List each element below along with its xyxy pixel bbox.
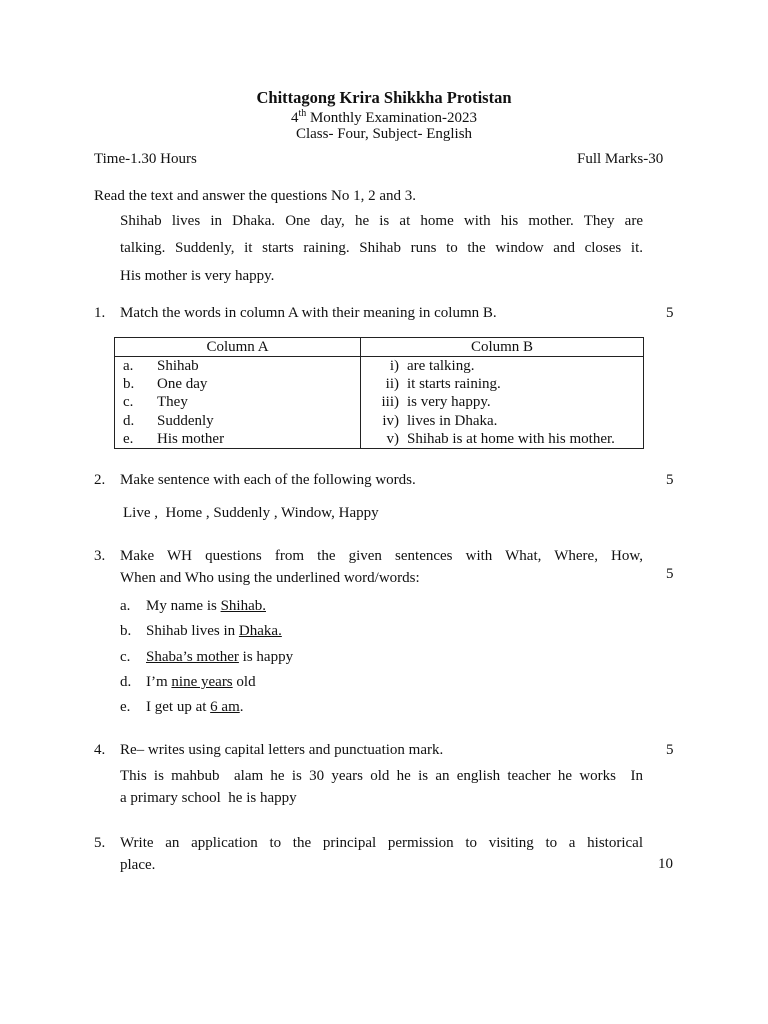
rewrite-text-cont: a primary school he is happy: [120, 790, 297, 806]
column-b-item: i) are talking.: [389, 358, 475, 374]
question-text: Match the words in column A with their meaning in column B.: [120, 305, 497, 321]
question-number: 4.: [94, 742, 106, 758]
question-text: Make sentence with each of the following words.: [120, 472, 416, 488]
exam-title: 4th Monthly Examination-2023: [290, 108, 478, 126]
rewrite-text: This is mahbub alam he is 30 years old he is an english teacher he works In: [120, 768, 643, 784]
question-number: 1.: [94, 305, 106, 321]
question-text: Write an application to the principal permission to visiting to a historical: [120, 835, 643, 851]
question-number: 2.: [94, 472, 106, 488]
question-marks: 5: [666, 742, 674, 758]
column-a-item: e. His mother: [123, 430, 225, 447]
question-text-cont: When and Who using the underlined word/words:: [120, 570, 420, 586]
match-table: [114, 337, 644, 449]
wh-item: e. I get up at 6 am.: [120, 699, 244, 715]
full-marks-label: Full Marks-30: [577, 151, 664, 167]
question-number: 5.: [94, 835, 106, 851]
question-text-cont: place.: [120, 857, 156, 873]
column-b-item: v) Shihab is at home with his mother.: [386, 430, 615, 447]
word-list: Live , Home , Suddenly , Window, Happy: [123, 505, 379, 521]
wh-item: b. Shihab lives in Dhaka.: [120, 623, 282, 639]
wh-item: a. My name is Shihab.: [120, 598, 266, 614]
column-a-header: Column A: [115, 338, 361, 357]
passage-line: His mother is very happy.: [120, 268, 275, 284]
question-marks: 5: [666, 566, 674, 582]
column-b: [361, 357, 644, 449]
time-label: Time-1.30 Hours: [94, 151, 197, 167]
column-b-item: iii) is very happy.: [381, 394, 491, 411]
column-b-item: iv) lives in Dhaka.: [382, 412, 498, 429]
wh-item: c. Shaba’s mother is happy: [120, 649, 294, 665]
column-a-item: c. They: [123, 394, 188, 411]
question-text: Re– writes using capital letters and punctuation mark.: [120, 742, 444, 758]
column-a-item: a. Shihab: [123, 358, 199, 374]
passage-line: talking. Suddenly, it starts raining. Shihab runs to the window and closes it.: [120, 240, 643, 256]
question-marks: 5: [666, 472, 674, 488]
column-b-header: Column B: [361, 338, 644, 357]
question-marks: 5: [666, 305, 674, 321]
wh-item: d. I’m nine years old: [120, 674, 256, 690]
question-number: 3.: [94, 548, 106, 564]
column-b-item: ii) it starts raining.: [385, 376, 501, 393]
passage-instruction: Read the text and answer the questions No 1, 2 and 3.: [94, 188, 417, 204]
passage-line: Shihab lives in Dhaka. One day, he is at home with his mother. They are: [120, 213, 643, 229]
column-a: [115, 357, 361, 449]
column-a-item: d. Suddenly: [123, 412, 214, 429]
column-a-item: b. One day: [123, 376, 208, 393]
class-subject: Class- Four, Subject- English: [295, 126, 473, 142]
question-text: Make WH questions from the given sentences with What, Where, How,: [120, 548, 643, 564]
school-name: Chittagong Krira Shikkha Protistan: [256, 88, 512, 107]
question-marks: 10: [658, 856, 673, 872]
